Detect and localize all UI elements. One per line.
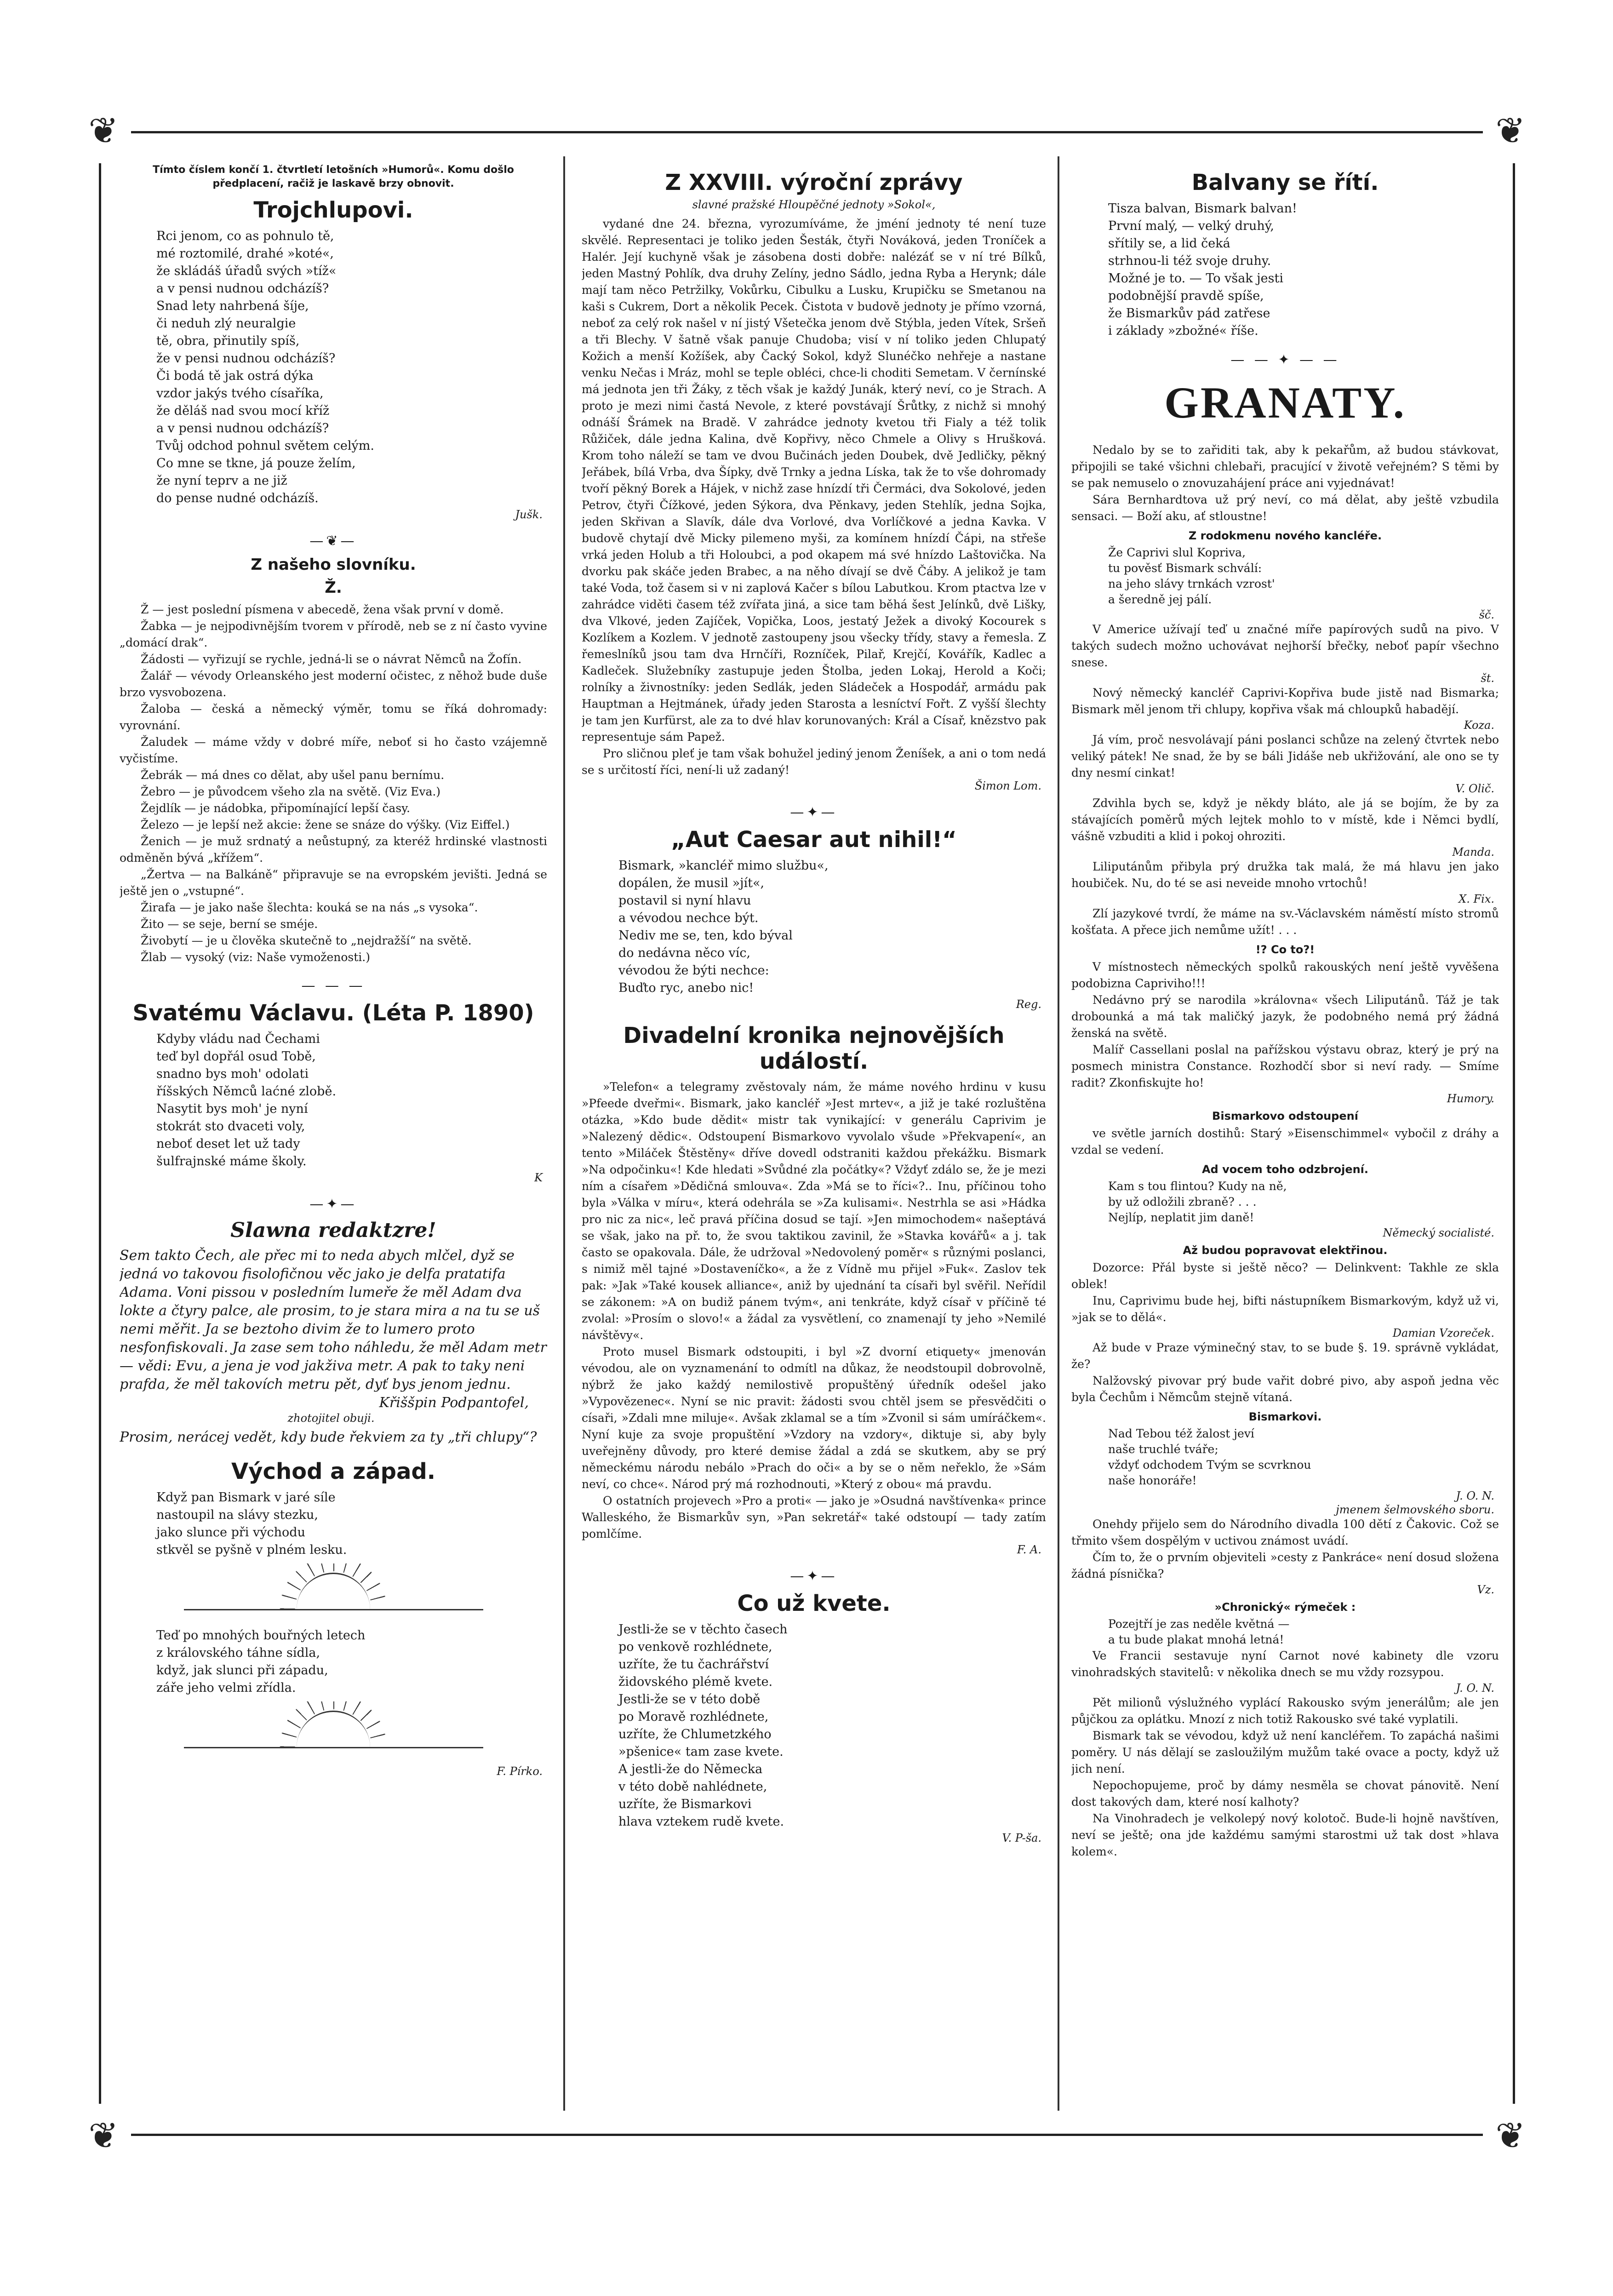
gloss-entry: Žirafa — je jako naše šlechta: kouká se na nás „s vysoka“. [141,901,478,914]
gloss-entry: „Žertva — na Balkáně“ připravuje se na evropském jevišti. Jedná se ještě jen o „vstupné“. [120,868,547,898]
signature: Jušk. [515,508,543,521]
signature: J. O. N. [1456,1682,1494,1695]
article-divadelni-kronika [582,1023,1046,1556]
ornament-divider-icon: —✦— [790,804,838,820]
article-vyrocni-zprava [582,170,1046,792]
signature: Německý socialisté. [1383,1226,1494,1239]
item-text: Ve Francii sestavuje nyní Carnot nové kabinety dle vzoru vinohradských stavitelů: v několika dnech se mu vždy rozsypou. [1071,1649,1499,1679]
section-title: GRANATY. [1164,378,1406,427]
gloss-entry: Žejdlík — je nádobka, připomínající lepší časy. [141,802,410,815]
signature: K [534,1171,543,1184]
sunrise-sketch-icon [120,1563,547,1619]
fraktur-text: Sem takto Čech, ale přec mi to neda abych mlčel, dyž se jedná vo takovou fisolofičnou věc jako je delfa pratatifa Adama. Voni pissou v posledním lumeře že měl Adam dva lokte a čtyry palce, ale prosim, to je stara mira a na tu se uš nemi měřit. Ja se beztoho divim že to lumero proto nesfonfiskovali. Ja zase sem toho náhledu, že měl Adam metr — vědi: Evu, a jena je vod jakživa metr. A pak to taky neni prafda, že měl takovích metru pět, dyť bys jenom jednu. [120,1248,547,1392]
poem: Když pan Bismark v jaré síle nastoupil na slávy stezku, jako slunce při východu stkvěl se pyšně v plném lesku. [156,1490,347,1557]
article-slovnik [120,555,547,966]
article-title: Svatému Václavu. (Léta P. 1890) [132,1000,534,1026]
item-heading: Ad vocem toho odzbrojení. [1201,1163,1369,1176]
item-heading: Až budou popravovat elektřinou. [1183,1244,1388,1257]
signature: Manda. [1452,846,1494,859]
item-text: Nepochopujeme, proč by dámy nesměla se chovat pánovitě. Není dost takových dam, které nosí kalhoty? [1071,1779,1499,1809]
item-text: Nový německý kancléř Caprivi-Kopřiva bude jistě nad Bismarka; Bismark měl jenom tři chlupy, kopřiva však má chloupků habadějí. [1071,686,1499,716]
item-text: ve světle jarních dostihů: Starý »Eisenschimmel« vybočil z dráhy a vzdal se vedení. [1071,1127,1499,1157]
ornament-divider-icon: — — — [301,978,366,994]
article-title: Divadelní kronika nejnovějších událostí. [623,1023,1005,1074]
article-balvany [1071,170,1499,340]
article-title: Slawna redaktzre! [230,1219,436,1242]
article-title: Co už kvete. [737,1591,891,1616]
column-separator [1058,156,1059,2111]
column-middle [582,163,1046,2108]
poem: Kam s tou flintou? Kudy na ně, by už odložili zbraně? . . . Nejlíp, neplatit jim daně! [1108,1179,1287,1224]
gloss-entry: Železo — je lepší než akcie: žene se snáze do výšky. (Viz Eiffel.) [141,818,510,831]
signature: št. [1481,672,1494,685]
corner-ornament-icon: ❦ [88,2115,119,2157]
signature: šč. [1479,608,1494,621]
poem: Pozejtří je zas neděle květná — a tu bude plakat mnohá letná! [1108,1617,1290,1646]
postscript: Prosim, nerácej vedět, kdy bude řekviem za ty „tři chlupy“? [120,1429,537,1445]
letter-heading: Ž. [325,578,342,597]
gloss-entry: Žebrák — má dnes co dělat, aby ušel panu bernímu. [141,768,445,782]
item-heading: Bismarkovi. [1248,1410,1322,1423]
item-text: Nedávno prý se narodila »královna« všech Liliputánů. Táž je tak drobounká a má tak maličký jazyk, že podobného nemá prý žádná ženská na světě. [1071,993,1499,1040]
item-text: Malíř Cassellani poslal na pařížskou výstavu obraz, který je prý na posmech ministra Constance. Rozhodčí sbor si neví rady. — Smíme radit? Zkonfiskujte ho! [1071,1043,1499,1089]
article-text: Pro sličnou pleť je tam však bohužel jediný jenom Ženíšek, a ani o tom nedá se s určitostí říci, není-li už zadaný! [582,747,1046,777]
gloss-entry: Žaludek — máme vždy v dobré míře, neboť si ho často vzájemně vyčistíme. [120,735,547,765]
item-text: Inu, Caprivimu bude hej, bifti nástupníkem Bismarkovým, když už vi, »jak se to dělá«. [1071,1294,1499,1324]
article-text: »Telefon« a telegramy zvěstovaly nám, že máme nového hrdinu v kusu »Pfeede dveřmi«. Bismark, jako kancléř »Jest mrtev«, a již je také rozluštěna otázka, »Kdo bude dědit« mistr tak vynikající: v generálu Caprivim je »Nalezený dědic«. Odstoupení Bismarkovo vyvolalo všude »Překvapení«, an tento »Miláček Štěstěny« dříve dovedl odstraniti každou překážku. Bismark »Na odpočinku«! Kde hledati »Svůdné zla počátky«? Vždyť zdálo se, že je mezi ním a císařem »Dědičná smlouva«. Zda »Má se to říci«?.. Inu, příčinou toho byla »Válka v míru«, která odehrála se »Za kulisami«. Nestrhla se asi »Hádka pro nic za nic«, leč pravá příčina dosud se tají. »Jen mimochodem« našeptává se však, jako na př. to, že svou taktikou zavinil, že »Stavka kovářů« a j. tak často se opakovala. Dále, že udržoval »Nedovolený poměr« s různými poslanci, s nimiž měl tajné »Dostaveníčko«, a že z Vídně mu přijel »Fuk«. Zaslov tek pak: »Jak »Také kousek alliance«, aniž by ujednání ta císaři byl svěřil. Neřídil se zákonem: »A on budiž pánem tvým«, ani tenkráte, když císař v příčině té zvolal: »Prosím o slovo!« a žádal za vysvětlení, co znamenají ty jeho »Nemilé návštěvy«. [582,1080,1046,1342]
poem: Tisza balvan, Bismark balvan! První malý, — velký druhý, sřítily se, a lid čeká strhnou-li též svoje druhy. Možné je to. — To však jesti podobnější pravdě spíše, že Bismarkův pád zatřese i základy »zbožné« říše. [1108,201,1297,338]
signature: Šimon Lom. [974,779,1041,792]
item-heading: »Chronický« rýmeček : [1214,1601,1356,1614]
signature: Humory. [1447,1092,1494,1105]
top-border-line [131,131,1483,133]
item-text: Sára Bernhardtova už prý neví, co má dělat, aby ještě vzbudila sensaci. — Boží aku, ať stloustne! [1071,493,1499,523]
item-text: Liliputánům přibyla prý družka tak malá, že má hlavu jen jako houbiček. Nu, do té se asi neveide mnoho vrtochů! [1071,860,1499,890]
signature: J. O. N. [1456,1489,1494,1502]
article-title: Trojchlupovi. [253,197,413,223]
corner-ornament-icon: ❦ [88,110,119,152]
gloss-entry: Žabka — je nejpodivnějším tvorem v přírodě, neb se z ní často vyvine „domácí drak“. [120,619,547,649]
item-heading: Z rodokmenu nového kancléře. [1188,529,1382,542]
signature: Damian Vzoreček. [1392,1327,1494,1340]
signature: F. A. [1017,1543,1041,1556]
gloss-entry: Žito — se seje, berní se sméje. [141,917,318,931]
item-text: Nedalo by se to zařiditi tak, aby k pekařům, až budou stávkovat, připojili se také všichni chlebaři, pracující v životě veřejném? S těmi by se pak nemuselo o znovuzahájení práce ani vyjednávat! [1071,443,1499,490]
article-text: Proto musel Bismark odstoupiti, i byl »Z dvorní etiquety« jmenován vévodou, ale on vyznamenání to odmítl na důkaz, že neodstoupil dobrovolně, nýbrž že jako každý nemilostivě propuštěný úředník odešel jako »Vypovězenec«. Nyní se nic pravit: žádosti svou chtěl jsem se přesvědčiti o císaři, »Zdali mne miluje«. Avšak zklamal se a tím »Zvonil si sám umíráčkem«. Nyní kuje za svoje propuštění »Vzdory na vzdory«, diktuje si, aby byly uveřejněny důvody, pro které demise žádal a zdá se skutkem, aby se prý německému národu nebálo »Prach do oči« a by se o něm neřeklo, že »Sám neví, co chce«. Národ prý má rozhodnouti, »Který z obou« má pravdu. [582,1345,1046,1491]
gloss-entry: Žádosti — vyřizují se rychle, jedná-li se o návrat Němců na Žofín. [141,653,522,666]
item-heading: !? Co to?! [1255,943,1315,956]
article-title: Z našeho slovníku. [251,555,416,574]
item-text: Zlí jazykové tvrdí, že máme na sv.-Václavském náměstí místo stromů košťata. A přece jich nemůme užít! . . . [1071,907,1499,937]
article-title: Východ a západ. [231,1459,435,1484]
corner-ornament-icon: ❦ [1495,2115,1526,2157]
poem: Bismark, »kancléř mimo službu«, dopálen, že musil »jít«, postavil si nyní hlavu a vévodou nechce být. Nediv me se, ten, kdo býval do nedávna něco víc, vévodou že býti nechce: Buďto ryc, anebo nic! [618,859,829,995]
signature: X. Fix. [1459,893,1494,905]
signature: Křiššpin Podpantofel, [379,1395,529,1411]
signature: Reg. [1016,998,1041,1011]
poem: Teď po mnohých bouřných letech z královského táhne sídla, když, jak slunci při západu, záře jeho velmi zřídla. [156,1628,366,1695]
signature-role: zhotojitel obuji. [287,1412,375,1425]
item-text: Až bude v Praze výminečný stav, to se bude §. 19. správně vykládat, že? [1071,1341,1499,1371]
sunset-sketch-icon [120,1701,547,1757]
left-border-line [99,163,101,2104]
article-trojchlupovi [120,197,547,521]
ornament-divider-icon: —✦— [790,1568,838,1584]
gloss-entry: Žaloba — česká a německý výměr, tomu se říká dohromady: vyrovnání. [120,702,547,732]
poem: Že Caprivi slul Kopriva, tu pověsť Bismark schválí: na jeho slávy trnkách vzrost' a šeredně jej pálí. [1108,546,1275,606]
poem: Nad Tebou též žalost jeví naše truchlé tváře; vždyť odchodem Tvým se scvrknou naše honoráře! [1108,1427,1311,1487]
poem: Jestli-že se v těchto časech po venkově rozhlédnete, uzříte, že tu čachrářství židovského plémě kvete. Jestli-že se v této době po Moravě rozhlédnete, uzříte, že Chlumetzkého »pšenice« tam zase kvete. A jestli-že do Německa v této době nahlédnete, uzříte, že Bismarkovi hlava vztekem rudě kvete. [618,1622,788,1829]
gloss-entry: Žebro — je původcem všeho zla na světě. (Viz Eva.) [141,785,441,798]
article-title: Z XXVIII. výroční zprávy [665,170,963,195]
column-separator [563,156,565,2111]
article-title: „Aut Caesar aut nihil!“ [671,827,957,853]
article-text: O ostatních projevech »Pro a proti« — jako je »Osudná navštívenka« prince Walleského, že Bismarkův syn, »Pan sekretář« také odstoupí — tady zatím pomlčíme. [582,1494,1046,1540]
gloss-entry: Žalář — vévody Orleanského jest moderní očistec, z něhož bude duše brzo vysvobozena. [120,669,547,699]
poem: Kdyby vládu nad Čechami teď byl dopřál osud Tobě, snadno bys moh' odolati říšských Němců laćné zlobě. Nasytit bys moh' je nyní stokrát sto dvaceti voly, neboť deset let už tady šulfrajnské máme školy. [156,1032,337,1168]
item-heading: Bismarkovo odstoupení [1212,1110,1358,1122]
gloss-entry: Žlab — vysoký (viz: Naše vymoženosti.) [141,950,370,964]
item-text: Nalžovský pivovar prý bude vařit dobré pivo, aby aspoň jedna věc byla Čechům i Němcům stejně vítaná. [1071,1374,1499,1404]
item-text: V místnostech německých spolků rakouských není ještě vyvěšena podobizna Capriviho!!! [1071,960,1499,990]
article-vaclav [120,1000,547,1184]
signature: Vz. [1477,1583,1494,1596]
ornament-divider-icon: —❦— [309,533,357,549]
gloss-entry: Ženich — je muž srdnatý a neůstupný, za kteréž hrdinské vlastnosti odměněn bývá „křížem“. [120,835,547,865]
article-title: Balvany se řítí. [1191,170,1379,195]
column-left [120,163,547,2108]
signature: F. Pírko. [497,1765,543,1778]
ornament-divider-icon: — — ✦ — — [1230,352,1340,368]
item-text: Na Vinohradech je velkolepý nový kolotoč. Bude-li hojně navštíven, neví se ještě; ona jde každému samými starostmi už tak dost »hlava kolem«. [1071,1812,1499,1858]
item-text: Onehdy přijelo sem do Národního divadla 100 dětí z Čakovic. Což se třmito všem dospělým v uctivou známost uvádí. [1071,1517,1499,1547]
article-text: vydané dne 24. března, vyrozumíváme, že jméní jednoty té není tuze skvělé. Representaci je toliko jeden Šesták, čtyři Nováková, jeden Troníček a Halér. Její kuchyně však je zásobena dosti dobře: nalézáť se v ní tré Bílků, jeden Mastný Pohlík, dva druhy Zelíny, jedno Sádlo, jedna Ryba a Herynk; dále mají tam něco Petržilky, Vokůrku, Cibulku a Lusku, Krupičku se Smetanou na kaši s Cukrem, Dort a několik Pecek. Čistota v budově jednoty je přímo vzorná, neboť za celý rok našel v ní jistý Všetečka jenom dvě Stýbla, jeden Vítek, Sršeň a tři Blechy. V šatně však panuje Chudoba; visí v ní toliko jeden Chlupatý Kožich a menší Kožíšek, aby Čacký Sokol, když Slunéčko nehřeje a nastane venku Nečas i Mráz, mohl se teple obléci, chce-li choditi Semetam. V černínské má jednota jen tři Žáky, z těch však je každý Junák, který neví, co je Strach. A proto je mezi nimi častá Nevole, z které povstávají Šrůtky, z nichž si mnohý odnáší Šrámek na Bradě. V zahrádce jednoty kvetou tři Fialy a též tolik Růžiček, dále jedna Kalina, dvě Kopřivy, něco Chmele a Olivy s Hrušková. Krom toho náleží se tam ve dvou Bučinách jeden Doubek, dvě Jedličky, pěkný Jeřábek, bílá Vrba, dva Šípky, dvě Trnky a jedna Líska, tak že to vše dohromady tvoří pěkný Borek a Hájek, v nichž zase hnízdí tři Čermáci, dva Sokolové, jeden Petrov, čtyři Čížkové, jeden Sýkora, dva Pěnkavy, jeden Stehlík, jedna Sojka, jeden Skřivan a Slavík, dále dva Vorlové, dva Vorlíčkové a jedna Kavka. V budově chytají dvě Micky pilemeno myši, za komínem hnízdí Čápi, na střeše vrká jeden Holub a tři Holoubci, a pod okapem má své hnízdo Laštovička. Na dvorku pak skáče jeden Brabec, a na něho dívají se dvě Čáby. A jelikož je tam také Voda, tož časem si v ni zaplová Kačer s bílou Labutkou. Krom ptactva lze v zahrádce viděti časem též zvířata jiná, a sice tam běhá šest Jelínků, dvě Lišky, dva Vlkové, jeden Zajíček, Vopička, Loos, jestatý Ježek a divoký Kocourek s Kozlíkem a Kozlem. V jednotě zastoupeny jsou všecky třídy, stavy a řemesla. Z řemeslníků jsou tam dva Hrnčíři, Rozníček, Pilař, Krejčí, Kovářík, Kadlec a Kadleček. Služebníky zastupuje jeden Štolba, jeden Lokaj, Herold a Koči; rolníky a živnostníky: jeden Sedlák, jeden Sládeček a Hospodář, armádu pak Hauptman a Hejtmánek, úřady jeden Starosta a lesníctví Fořt. Z vyšší šlechty je tam jen Kurfürst, ale za to dvé hlav korunovaných: Král a Císař, knězstvo pak representuje sám Papež. [582,217,1046,744]
item-text: Pět milionů výslužného vyplácí Rakousko svým jenerálům; ale jen půjčkou za oplátku. Mnozí z nich totiž Rakousko své také vyplatili. [1071,1696,1499,1726]
article-redakce [120,1219,547,1447]
item-text: Bismark tak se vévodou, když už není kancléřem. To zapáchá našimi poměry. U nás dělají se zasloužilým mužům také ovace a pocty, když už jich není. [1071,1729,1499,1775]
subscription-notice: Tímto číslem končí 1. čtvrtletí letošních »Humorů«. Komu došlo předplacení, račiž je laskavě brzy obnovit. [153,164,514,189]
right-border-line [1513,163,1515,2104]
signature: jmenem šelmovského sboru. [1336,1503,1494,1516]
item-text: V Americe užívají teď u značné míře papírových sudů na pivo. V takých sudech možno uchovávat nejhorší břečky, neboť papír všechno snese. [1071,623,1499,669]
signature: Koza. [1464,719,1494,732]
gloss-entry: Ž — jest poslední písmena v abecedě, žena však první v domě. [141,603,504,616]
poem: Rci jenom, co as pohnulo tě, mé roztomilé, drahé »koté«, že skládáš úřadů svých »tíž« a v pensi nudnou odcházíš? Snad lety nahrbená šíje, či neduh zlý neuralgie tě, obra, přinutily spíš, že v pensi nudnou odcházíš? Či bodá tě jak ostrá dýka vzdor jakýs tvého císaříka, že děláš nad svou mocí kříž a v pensi nudnou odcházíš? Tvůj odchod pohnul světem celým. Co mne se tkne, já pouze želím, že nyní teprv a ne již do pense nudné odcházíš. [156,229,374,505]
column-right [1071,163,1499,2108]
signature: V. Olič. [1455,782,1494,795]
signature: V. P-ša. [1002,1832,1041,1844]
item-text: Já vím, proč nesvolávají páni poslanci schůze na zelený čtvrtek nebo veliký pátek! Ne snad, že by se báli Jidáše neb ukřižování, ale ono se ty dny nesmí cinkat! [1071,733,1499,779]
article-co-uz-kvete [582,1591,1046,1844]
gloss-entry: Živobytí — je u člověka skutečně to „nejdražší“ na světě. [141,934,472,947]
item-text: Dozorce: Přál byste si ještě něco? — Delinkvent: Takhle ze skla oblek! [1071,1261,1499,1291]
ornament-divider-icon: —✦— [309,1196,357,1212]
article-subtitle: slavné pražské Hloupěčné jednoty »Sokol«, [692,198,936,211]
bottom-border-line [131,2134,1483,2136]
corner-ornament-icon: ❦ [1495,110,1526,152]
item-text: Zdvihla bych se, když je někdy bláto, ale já se bojím, že by za stávajících poměrů mých lejtek mohlo to v místě, kde i Němci bydlí, vášně vzbuditi a klid i pokoj ohroziti. [1071,796,1499,843]
article-vychod-zapad [120,1459,547,1778]
article-aut-caesar [582,827,1046,1011]
item-text: Čím to, že o prvním objeviteli »cesty z Pankráce« není dosud složena žádná písnička? [1071,1551,1499,1580]
